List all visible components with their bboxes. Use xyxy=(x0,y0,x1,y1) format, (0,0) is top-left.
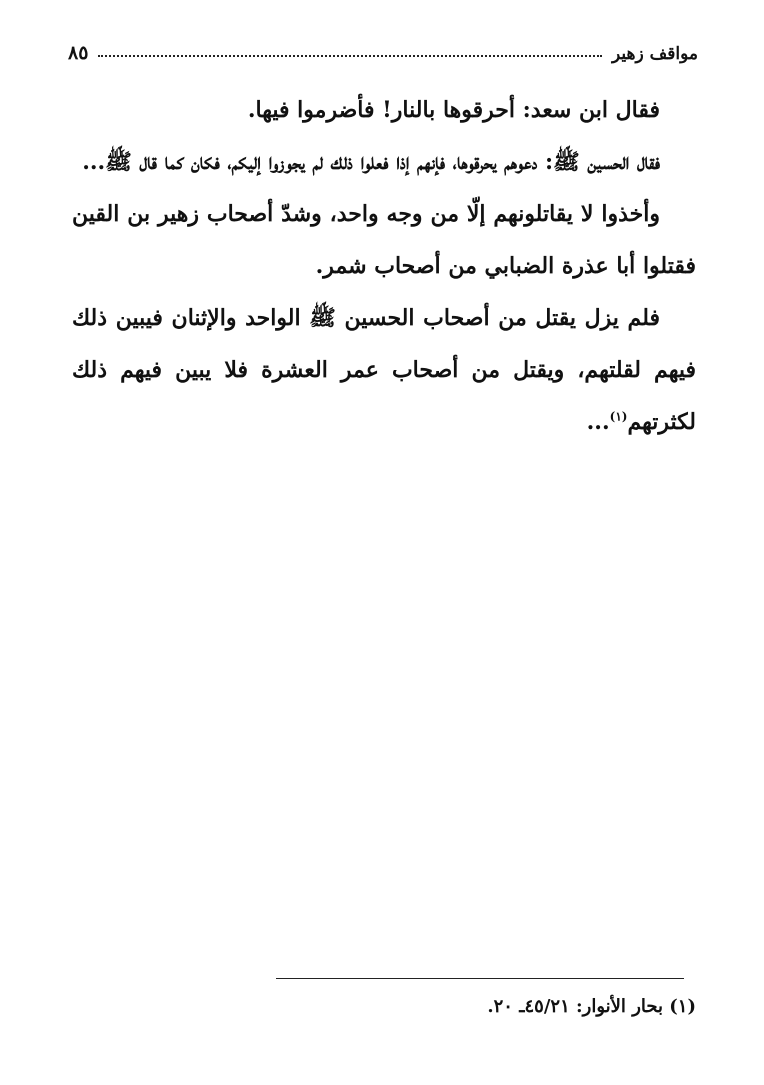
dotted-leader xyxy=(98,55,602,57)
paragraph-2 xyxy=(72,136,696,188)
page-header xyxy=(68,30,698,64)
paragraph-1 xyxy=(72,84,696,136)
paragraph-tail: ... xyxy=(586,409,610,435)
footnote xyxy=(72,992,696,1022)
paragraph-text: وأخذوا لا يقاتلونهم إلّا من وجه واحد، وشدّ أصحاب زهير بن القين فقتلوا أبا عذرة الضبابي من أصحاب شمر. xyxy=(72,201,696,279)
paragraph-text: فقال الحسين ﷺ: دعوهم يحرقوها، فإنهم إذا فعلوا ذلك لم يجوزوا إليكم، فكان كما قال ﷺ... xyxy=(82,149,660,175)
paragraph-text: فقال ابن سعد: أحرقوها بالنار! فأضرموا فيها. xyxy=(247,97,660,123)
paragraph-text: فلم يزل يقتل من أصحاب الحسين ﷺ الواحد والإثنان فيبين ذلك فيهم لقلتهم، ويقتل من أصحاب عمر العشرة فلا يبين فيهم ذلك لكثرتهم xyxy=(72,305,696,435)
footnote-divider xyxy=(276,978,684,979)
footnote-marker: (١) xyxy=(609,409,628,424)
body-text xyxy=(72,84,696,448)
paragraph-3 xyxy=(72,188,696,292)
running-title: مواقف زهير xyxy=(612,44,698,64)
paragraph-4 xyxy=(72,292,696,448)
page-number: ٨٥ xyxy=(68,42,89,64)
footnote-text: (١) بحار الأنوار: ٤٥/٢١ـ ٢٠. xyxy=(487,996,696,1017)
